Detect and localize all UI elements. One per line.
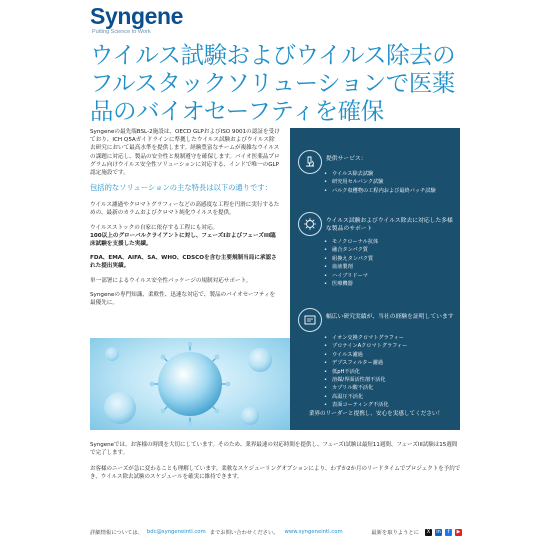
panel-callout: 業界のリーダーと提携し、安心を実感してください！	[308, 411, 444, 417]
feature-paragraph-5: Syngeneの専門知識、柔軟性、迅速な対応で、製品のバイオセーフティを最優先に。	[90, 291, 276, 307]
website-link[interactable]: www.syngeneintl.com	[284, 529, 343, 535]
bottom-text	[90, 441, 462, 488]
list-item: • モノクローナル抗体	[324, 238, 456, 246]
list-item: • 高温圧不活化	[324, 393, 456, 401]
page-title: ウイルス試験およびウイルス除去のフルスタックソリューションで医薬品のバイオセーフティを確保	[90, 41, 456, 125]
list-item: • ハイブリドーマ	[324, 272, 456, 280]
logo-wordmark: Syngene	[90, 3, 184, 29]
feature-paragraph-4: 単一部署によるウイルス安全性パッケージの規制対応サポート。	[90, 277, 252, 284]
social-links	[371, 528, 462, 536]
list-item: • 融合タンパク質	[324, 246, 456, 254]
list-item: • カプリル酸不活化	[324, 384, 456, 392]
list-item: • バルク収穫物の工程内および最終バッチ試験	[324, 187, 456, 195]
scheduling-paragraph: お客様のニーズが急に変わることも理解しています。柔軟なスケジューリングオプションにより、わずか2か月のリードタイムでプロジェクトを予約でき、ウイルス除去試験のスケジュールを確実に維持できます。	[90, 465, 461, 480]
list-item: • デプスフィルター濾過	[324, 359, 456, 367]
intro-paragraph: Syngeneの最先端BSL-2施設は、OECD GLPおよびISO 9001の認証を受けており、ICH Q5Aガイドラインに準拠したウイルス試験およびウイルス除去研究において最高水準を提供します。経験豊富なチームが複雑なウイルスの課題に対応し、製品の安全性と規制遵守を確保します。バイオ医薬品プログラム向けウイルス安全性ソリューションに対応する、インドで唯一のGLP認定施設です。	[90, 129, 280, 177]
products-section	[298, 212, 456, 288]
feature-paragraph-2a: ウイルスストックの自家に依存する工程にも対応。	[90, 224, 219, 231]
services-section	[298, 150, 456, 195]
products-title: ウイルス試験およびウイルス除去に対応した多様な製品のサポート	[326, 218, 453, 232]
logo-tagline: Putting Science to Work	[92, 29, 151, 35]
list-item: • プロテインAクロマトグラフィー	[324, 342, 456, 350]
experience-section	[298, 308, 456, 410]
services-title: 提供サービス：	[326, 156, 367, 162]
list-item: • 組換えタンパク質	[324, 255, 456, 263]
list-item: • 表面コーティング不活化	[324, 401, 456, 409]
lab-equipment-icon	[298, 308, 322, 332]
microscope-icon	[298, 150, 322, 174]
list-item: • 低pH不活化	[324, 368, 456, 376]
feature-paragraph-3: FDA、EMA、AIFA、SA、WHO、CDSCOを含む主要規制当局に承認された提出実績。	[90, 255, 277, 270]
list-item: • ウイルス濾過	[324, 351, 456, 359]
virus-icon	[298, 212, 322, 236]
list-item: • 医療機器	[324, 280, 456, 288]
list-item: • ウイルス除去試験	[324, 170, 456, 178]
list-item: • 血液製剤	[324, 263, 456, 271]
list-item: • イオン交換クロマトグラフィー	[324, 334, 456, 342]
virus-illustration	[90, 338, 290, 430]
syngene-logo[interactable]	[90, 3, 183, 35]
footer-lead: 詳細情報については、	[90, 530, 143, 536]
page-footer	[90, 528, 462, 536]
list-item: • 溶媒/界面活性剤不活化	[324, 376, 456, 384]
services-panel	[290, 128, 460, 430]
feature-paragraph-1: ウイルス濾過やクロマトグラフィーなどの高感度な工程を円滑に実行するための、最新のカラムおよびクロマト純化ウイルスを提供。	[90, 202, 280, 217]
timeline-paragraph: Syngeneでは、お客様の時間を大切にしています。そのため、業界最速の対応時間を提供し、フェーズI試験は最短11週間、フェーズIII試験は15週間で完了します。	[90, 442, 458, 457]
features-subhead: 包括的なソリューションの主な特長は以下の通りです：	[90, 183, 272, 193]
feature-paragraph-2b: 100以上のグローバルクライアントに対し、フェーズIおよびフェーズIII臨床試験を支援した実績。	[90, 232, 276, 248]
list-item: • 研究用セルバンク試験	[324, 178, 456, 186]
left-column	[90, 128, 280, 313]
contact-email-link[interactable]: bdc@syngeneintl.com	[146, 529, 206, 535]
follow-label: 最新を取りようとに	[371, 530, 419, 536]
x-icon[interactable]: X	[426, 528, 431, 535]
virus-hero-image	[90, 338, 290, 430]
facebook-icon[interactable]: f	[445, 529, 452, 536]
linkedin-icon[interactable]: in	[436, 528, 441, 535]
experience-title: 幅広い研究実績が、当社の経験を証明しています	[326, 314, 454, 320]
youtube-icon[interactable]: ▶	[456, 528, 461, 535]
footer-mid: までお問い合わせください。	[209, 530, 279, 536]
